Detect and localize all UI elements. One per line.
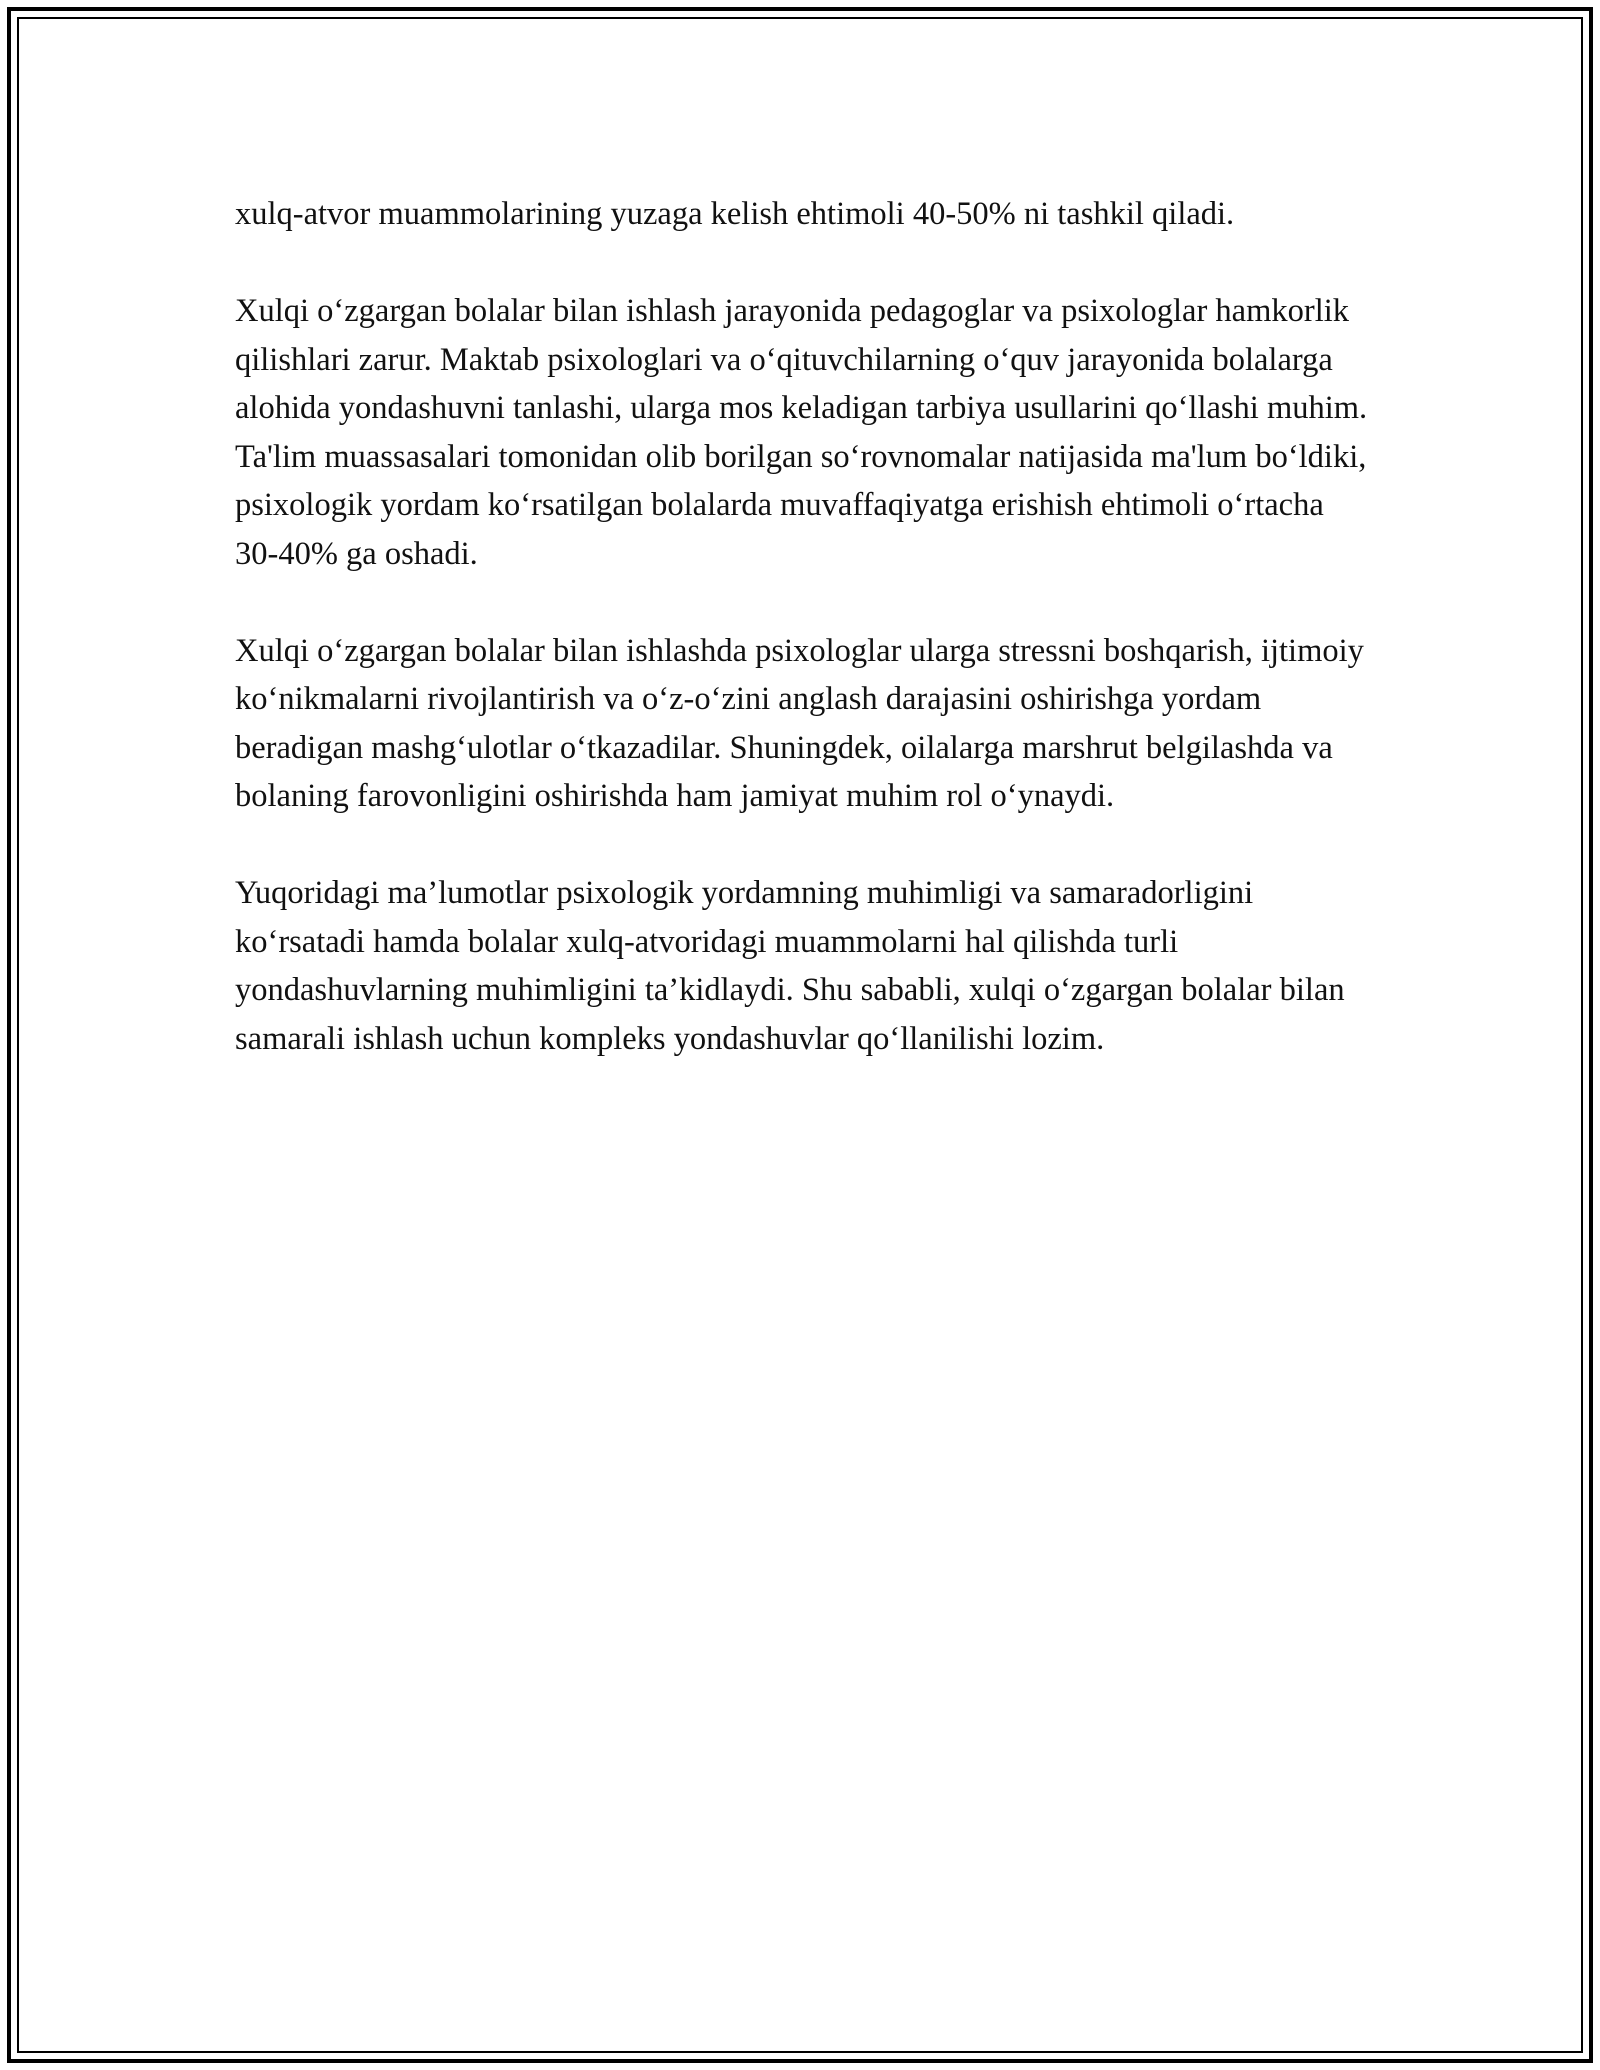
- paragraph-4: Yuqoridagi ma’lumotlar psixologik yordamning muhimligi va samaradorligini ko‘rsatadi hamda bolalar xulq-atvoridagi muammolarni hal qilishda turli yondashuvlarning muhimligini ta’kidlaydi. Shu sababli, xulqi o‘zgargan bolalar bilan samarali ishlash uchun kompleks yondashuvlar qo‘llanilishi lozim.: [235, 875, 1345, 1057]
- document-body: [235, 190, 1375, 1112]
- paragraph-1: xulq-atvor muammolarining yuzaga kelish ehtimoli 40-50% ni tashkil qiladi.: [235, 196, 1235, 232]
- paragraph-3: Xulqi o‘zgargan bolalar bilan ishlashda psixologlar ularga stressni boshqarish, ijtimoiy ko‘nikmalarni rivojlantirish va o‘z-o‘zini anglash darajasini oshirishga yordam beradigan mashg‘ulotlar o‘tkazadilar. Shuningdek, oilalarga marshrut belgilashda va bolaning farovonligini oshirishda ham jamiyat muhim rol o‘ynaydi.: [235, 632, 1364, 814]
- paragraph-2: Xulqi o‘zgargan bolalar bilan ishlash jarayonida pedagoglar va psixologlar hamkorlik qilishlari zarur. Maktab psixologlari va o‘qituvchilarning o‘quv jarayonida bolalarga alohida yondashuvni tanlashi, ularga mos keladigan tarbiya usullarini qo‘llashi muhim. Ta'lim muassasalari tomonidan olib borilgan so‘rovnomalar natijasida ma'lum bo‘ldiki, psixologik yordam ko‘rsatilgan bolalarda muvaffaqiyatga erishish ehtimoli o‘rtacha 30-40% ga oshadi.: [235, 293, 1368, 572]
